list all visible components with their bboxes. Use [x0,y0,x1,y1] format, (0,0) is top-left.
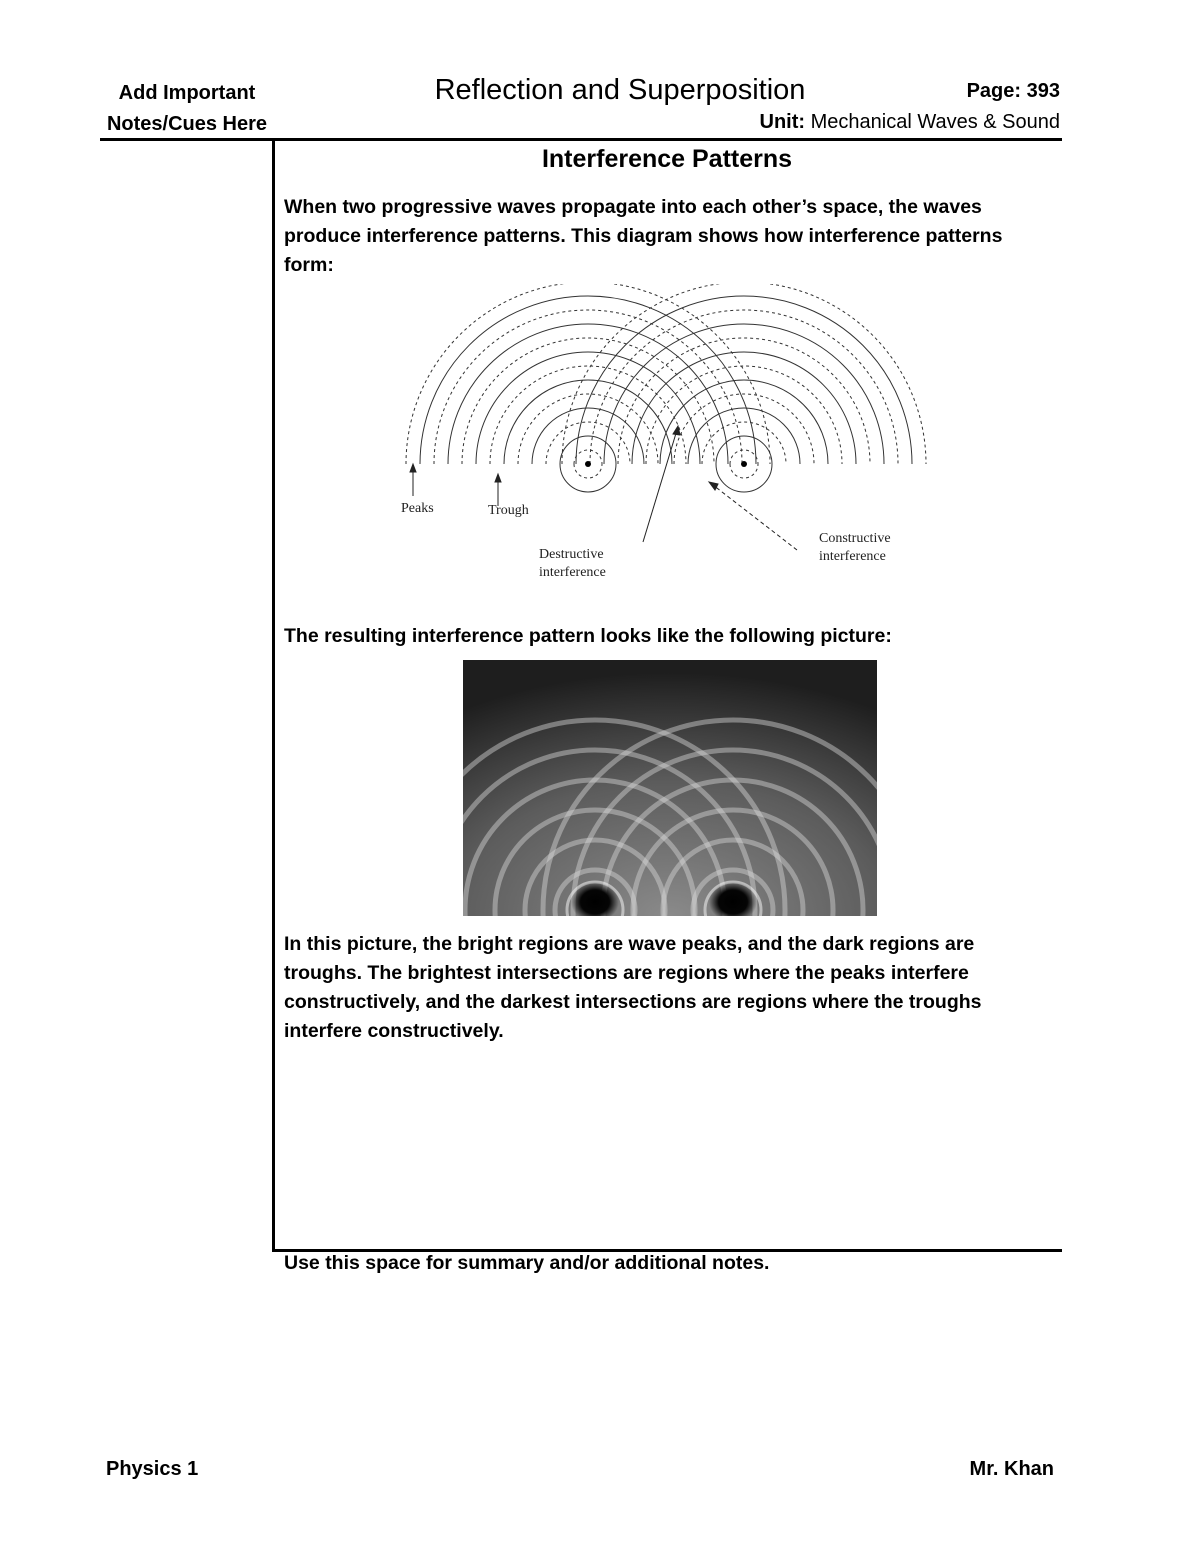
wave-fronts-left [406,284,770,464]
result-caption: The resulting interference pattern looks like the following picture: [284,625,892,647]
source-left [585,461,591,467]
page-label: Page: [966,80,1022,102]
interference-diagram [385,284,945,594]
interference-photo [463,660,877,916]
destructive-arrow [643,430,677,542]
page-title: Reflection and Superposition [434,74,806,106]
constructive-arrow [713,485,797,550]
footer-course: Physics 1 [106,1458,199,1480]
unit-label: Unit: [759,111,806,133]
unit-name: Mechanical Waves & Sound [810,111,1060,133]
notes-column-rule [272,138,275,1252]
constructive-label-line1: Constructive [819,531,891,546]
page-number [967,80,1060,103]
peaks-label: Peaks [401,501,434,516]
notes-cue-line1: Add Important [118,82,256,104]
page-number-value: 393 [1026,80,1060,102]
source-right [741,461,747,467]
destructive-label-line2: interference [539,565,606,580]
section-heading: Interference Patterns [541,145,793,173]
summary-prompt: Use this space for summary and/or additional notes. [284,1252,770,1274]
constructive-label-line2: interference [819,549,886,564]
notes-cue-line2: Notes/Cues Here [106,113,268,135]
trough-label: Trough [488,503,529,518]
destructive-label-line1: Destructive [539,547,604,562]
explanation-paragraph: In this picture, the bright regions are wave peaks, and the dark regions are troughs. The brightest intersections are regions where the peaks interfere constructively, and the darkest intersections are regions where the troughs interfere constructively. [284,933,982,1042]
wave-fronts-right [562,284,926,464]
footer-teacher: Mr. Khan [969,1458,1054,1480]
header-rule [100,138,1062,141]
intro-paragraph: When two progressive waves propagate into each other’s space, the waves produce interference patterns. This diagram shows how interference patterns form: [284,196,1003,276]
unit-line [760,111,1061,134]
